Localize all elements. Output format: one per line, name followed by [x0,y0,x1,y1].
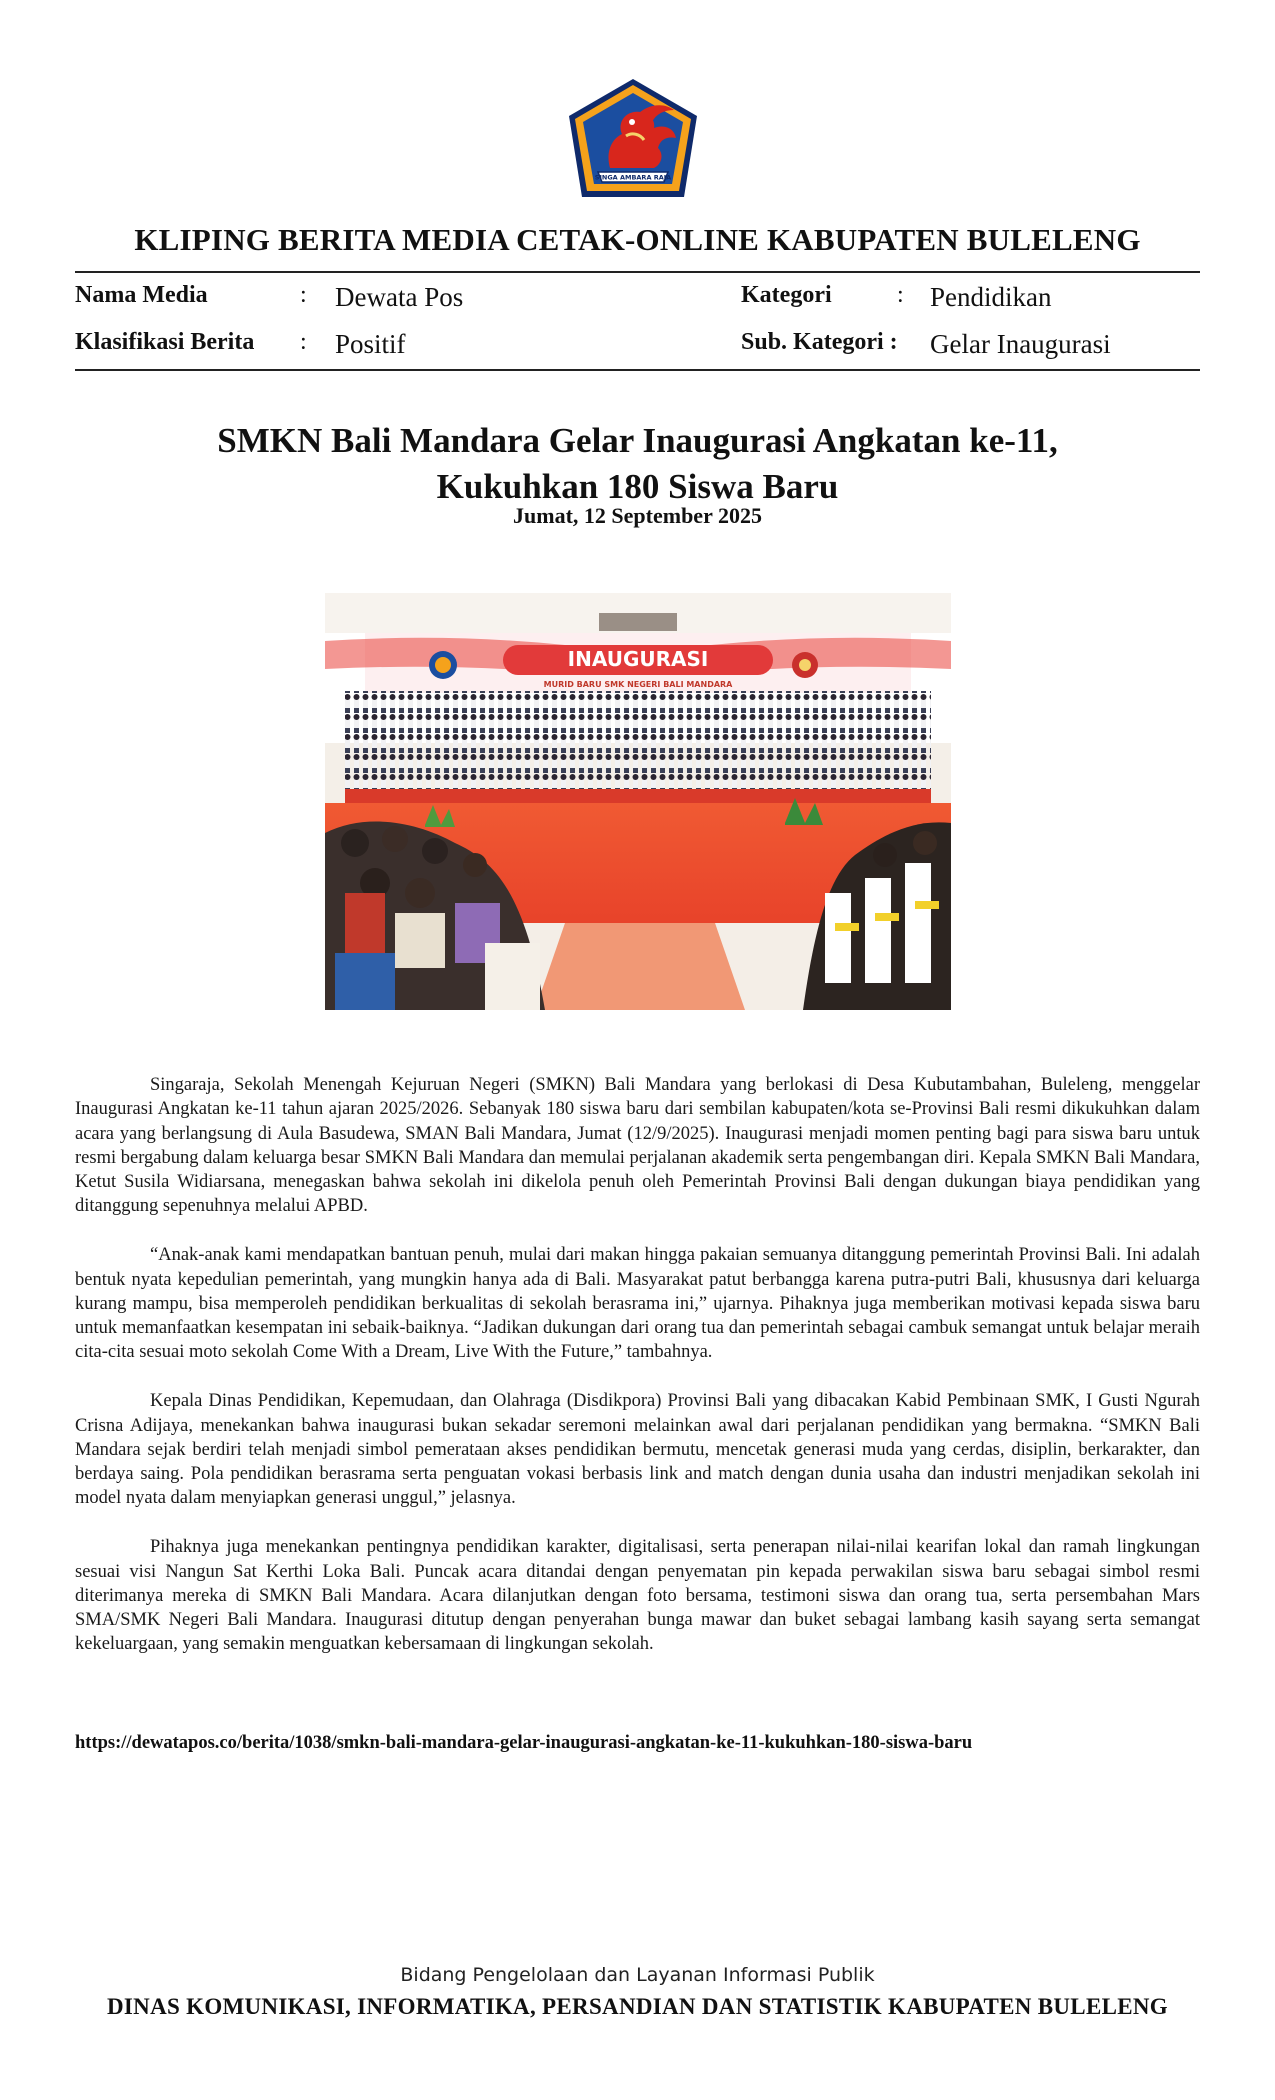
sub-kategori-value: Gelar Inaugurasi [930,329,1111,359]
kategori-value: Pendidikan [930,282,1052,312]
header-divider-top [75,271,1200,273]
footer-agency-name: DINAS KOMUNIKASI, INFORMATIKA, PERSANDIAN DAN STATISTIK KABUPATEN BULELENG [107,1994,1168,2019]
klasifikasi-berita-colon: : [300,329,307,355]
article-title-line-1: SMKN Bali Mandara Gelar Inaugurasi Angkatan ke-11, [217,421,1058,460]
article-paragraph-1: Singaraja, Sekolah Menengah Kejuruan Negeri (SMKN) Bali Mandara yang berlokasi di Desa Kubutambahan, Buleleng, menggelar Inaugurasi Angkatan ke-11 tahun ajaran 2025/2026. Sebanyak 180 siswa baru dari sembilan kabupaten/kota se-Provinsi Bali resmi dikukuhkan dalam acara yang berlangsung di Aula Basudewa, SMAN Bali Mandara, Jumat (12/9/2025). Inaugurasi menjadi momen penting bagi para siswa baru untuk resmi bergabung dalam keluarga besar SMKN Bali Mandara dan memulai perjalanan akademik serta pengembangan diri. Kepala SMKN Bali Mandara, Ketut Susila Widiarsana, menegaskan bahwa sekolah ini dikelola penuh oleh Pemerintah Provinsi Bali dengan dukungan biaya pendidikan yang ditanggung sepenuhnya melalui APBD. [75,1075,1200,1217]
clipping-header-title: KLIPING BERITA MEDIA CETAK-ONLINE KABUPATEN BULELENG [134,222,1141,257]
photo-banner-title: INAUGURASI [567,647,709,671]
sub-kategori-label: Sub. Kategori : [741,329,898,355]
footer-department: Bidang Pengelolaan dan Layanan Informasi Publik [400,1964,875,1986]
article-paragraph-4: Pihaknya juga menekankan pentingnya pendidikan karakter, digitalisasi, serta penerapan nilai-nilai kearifan lokal dan ramah lingkungan sesuai visi Nangun Sat Kerthi Loka Bali. Puncak acara ditandai dengan penyematan pin kepada perwakilan siswa baru sebagai simbol resmi diterimanya mereka di SMKN Bali Mandara. Acara dilanjutkan dengan foto bersama, testimoni siswa dan orang tua, serta persembahan Mars SMA/SMK Negeri Bali Mandara. Inaugurasi ditutup dengan penyerahan bunga mawar dan buket sebagai lambang kasih sayang serta semangat kekeluargaan, yang semakin menguatkan kebersamaan di lingkungan sekolah. [75,1537,1200,1655]
nama-media-value: Dewata Pos [335,282,464,312]
article-title [0,418,1275,510]
emblem-banner-text: SINGA AMBARA RAJA [594,173,672,182]
kabupaten-buleleng-emblem [566,76,700,200]
nama-media-label: Nama Media [75,282,208,308]
article-title-line-2: Kukuhkan 180 Siswa Baru [436,467,839,506]
klasifikasi-berita-value: Positif [335,329,406,359]
klasifikasi-berita-label: Klasifikasi Berita [75,329,255,355]
header-divider-bottom [75,369,1200,371]
article-photo [325,593,951,1010]
kategori-colon: : [897,282,904,308]
article-source-link[interactable]: https://dewatapos.co/berita/1038/smkn-bali-mandara-gelar-inaugurasi-angkatan-ke-11-kukuhkan-180-siswa-baru [75,1733,973,1753]
article-body [75,1073,1200,1681]
article-paragraph-2: “Anak-anak kami mendapatkan bantuan penuh, mulai dari makan hingga pakaian semuanya ditanggung pemerintah Provinsi Bali. Ini adalah bentuk nyata kepedulian pemerintah, yang mungkin hanya ada di Bali. Masyarakat patut berbangga karena putra-putri Bali, khususnya dari keluarga kurang mampu, bisa memperoleh pendidikan berkualitas di sekolah berasrama ini,” ujarnya. Pihaknya juga memberikan motivasi kepada siswa baru untuk memanfaatkan kesempatan ini sebaik-baiknya. “Jadikan dukungan dari orang tua dan pemerintah sebagai cambuk semangat untuk belajar meraih cita-cita sesuai moto sekolah Come With a Dream, Live With the Future,” tambahnya. [75,1245,1200,1363]
kategori-label: Kategori [741,282,832,308]
nama-media-colon: : [300,282,307,308]
photo-banner-subtitle: MURID BARU SMK NEGERI BALI MANDARA [543,680,733,689]
article-date: Jumat, 12 September 2025 [513,503,762,528]
article-paragraph-3: Kepala Dinas Pendidikan, Kepemudaan, dan Olahraga (Disdikpora) Provinsi Bali yang dibacakan Kabid Pembinaan SMK, I Gusti Ngurah Crisna Adijaya, menekankan bahwa inaugurasi bukan sekadar seremoni melainkan awal dari perjalanan pendidikan yang bermakna. “SMKN Bali Mandara sejak berdiri telah menjadi simbol pemerataan akses pendidikan bermutu, mencetak generasi muda yang cerdas, disiplin, berkarakter, dan berdaya saing. Pola pendidikan berasrama serta penguatan vokasi berbasis link and match dengan dunia usaha dan industri menjadikan sekolah ini model nyata dalam menyiapkan generasi unggul,” jelasnya. [75,1391,1200,1509]
